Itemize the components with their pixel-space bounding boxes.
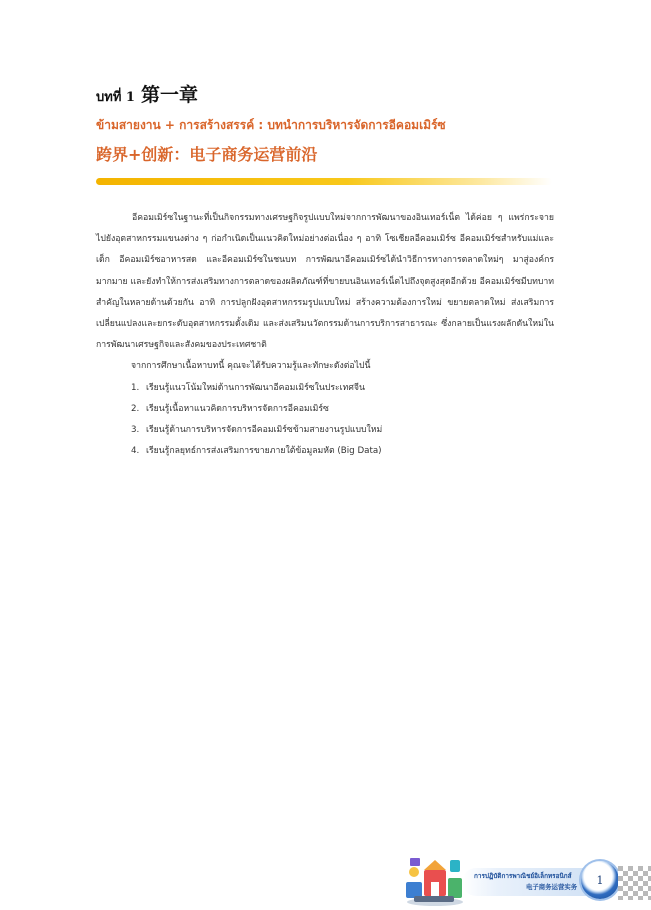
- objective-number: 2.: [131, 404, 140, 414]
- chapter-label: บทที่ 1: [96, 90, 135, 105]
- page-footer: [404, 850, 651, 910]
- gold-divider: [96, 178, 552, 185]
- objective-item: [131, 399, 382, 420]
- objective-number: 4.: [131, 446, 140, 456]
- book-title-thai: การปฏิบัติการพาณิชย์อิเล็กทรอนิกส์: [474, 872, 572, 880]
- body-paragraph: อีคอมเมิร์ซในฐานะที่เป็นกิจกรรมทางเศรษฐกิจรูปแบบใหม่จากการพัฒนาของอินเทอร์เน็ต ได้ค่อย ๆ แพร่กระจายไปยังอุตสาหกรรมแขนงต่าง ๆ ก่อกำเนิดเป็นแนวคิดใหม่อย่างต่อเนื่อง ๆ อาทิ โซเชียลอีคอมเมิร์ซ อีคอมเมิร์ซสำหรับแม่และเด็ก อีคอมเมิร์ซอาหารสด และอีคอมเมิร์ซในชนบท การพัฒนาอีคอมเมิร์ซได้นำวิธีการทางการตลาดใหม่ๆ มาสู่องค์กรมากมาย และยังทำให้การส่งเสริมทางการตลาดของผลิตภัณฑ์ที่ขายบนอินเทอร์เน็ตไปถึงจุดสูงสุดอีกด้วย อีคอมเมิร์ซมีบทบาทสำคัญในหลายด้านด้วยกัน อาทิ การปลูกฝังอุตสาหกรรมรูปแบบใหม่ สร้างความต้องการใหม่ ขยายตลาดใหม่ ส่งเสริมการเปลี่ยนแปลงและยกระดับอุตสาหกรรมดั้งเดิม และส่งเสริมนวัตกรรมด้านการบริการสาธารณะ ซึ่งกลายเป็นแรงผลักดันใหม่ในการพัฒนาเศรษฐกิจและสังคมของประเทศชาติ: [96, 213, 554, 351]
- chapter-subtitle-chinese: 跨界+创新：电子商务运营前沿: [96, 145, 318, 164]
- objective-text: เรียนรู้แนวโน้มใหม่ด้านการพัฒนาอีคอมเมิร์ซในประเทศจีน: [146, 383, 365, 393]
- chapter-heading: [96, 80, 198, 107]
- ecommerce-illustration-icon: [404, 852, 466, 908]
- page-number: 1: [596, 873, 604, 887]
- book-title-chinese: 电子商务运营实务: [526, 883, 578, 891]
- objective-item: [131, 378, 382, 399]
- objective-number: 1.: [131, 383, 140, 393]
- objective-item: [131, 420, 382, 441]
- objective-text: เรียนรู้ด้านการบริหารจัดการอีคอมเมิร์ซข้ามสายงานรูปแบบใหม่: [146, 425, 383, 435]
- objective-text: เรียนรู้กลยุทธ์การส่งเสริมการขายภายใต้ข้อมูลมหัต (Big Data): [146, 446, 382, 456]
- chapter-title-cn: 第一章: [140, 84, 198, 106]
- page-number-badge: [581, 861, 619, 899]
- chapter-subtitle-thai: ข้ามสายงาน + การสร้างสรรค์ : บทนำการบริหารจัดการอีคอมเมิร์ซ: [96, 118, 446, 132]
- objective-text: เรียนรู้เนื้อหาแนวคิดการบริหารจัดการอีคอมเมิร์ซ: [146, 404, 329, 414]
- objectives-list: [131, 378, 382, 462]
- objective-item: [131, 441, 382, 462]
- checker-pattern-icon: [618, 866, 651, 900]
- objectives-intro: จากการศึกษาเนื้อหาบทนี้ คุณจะได้รับความรู้และทักษะดังต่อไปนี้: [131, 361, 371, 371]
- objective-number: 3.: [131, 425, 140, 435]
